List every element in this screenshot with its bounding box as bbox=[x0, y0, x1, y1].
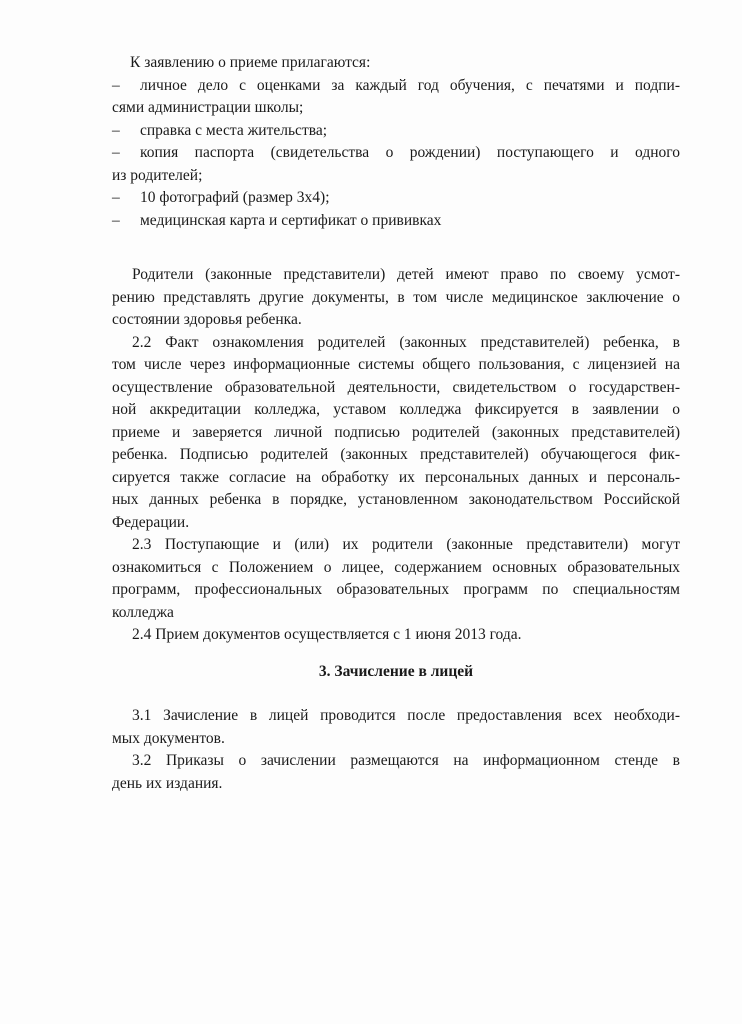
document-body bbox=[112, 52, 680, 795]
para-2-3-line-4: колледжа bbox=[112, 603, 174, 621]
list-dash: – bbox=[112, 189, 120, 206]
para-parents-line-3: состоянии здоровья ребенка. bbox=[112, 311, 302, 328]
attachment-item-1-line-2: сями администрации школы; bbox=[112, 99, 304, 116]
attachment-item-1-line-1: – личное дело с оценками за каждый год обучения, с печатями и подпи- bbox=[112, 75, 680, 98]
attachment-item-5: – медицинская карта и сертификат о прививках bbox=[112, 210, 680, 233]
list-dash: – bbox=[112, 76, 120, 94]
para-2-2-line-3: осуществление образовательной деятельности, свидетельством о государствен- bbox=[112, 378, 680, 396]
spacer bbox=[112, 254, 680, 264]
list-dash: – bbox=[112, 211, 120, 229]
para-2-2-line-6: ребенка. Подписью родителей (законных представителей) обучающегося фик- bbox=[112, 446, 680, 463]
para-2-2-line-8: ных данных ребенка в порядке, установленном законодательством Российской bbox=[112, 491, 680, 508]
para-parents-line-1: Родители (законные представители) детей имеют право по своему усмот- bbox=[132, 266, 680, 283]
spacer bbox=[112, 695, 680, 705]
list-dash: – bbox=[112, 144, 120, 161]
para-3-1-line-1: 3.1 Зачисление в лицей проводится после предоставления всех необходи- bbox=[132, 707, 680, 724]
para-2-2-line-7: сируется также согласие на обработку их персональных данных и персональ- bbox=[112, 468, 680, 486]
para-3-2-line-2: день их издания. bbox=[112, 774, 223, 792]
para-3-2-line-1: 3.2 Приказы о зачислении размещаются на информационном стенде в bbox=[132, 752, 680, 769]
para-2-3-line-1: 2.3 Поступающие и (или) их родители (законные представители) могут bbox=[132, 536, 680, 553]
para-2-2-line-9: Федерации. bbox=[112, 513, 190, 531]
attachments-intro: К заявлению о приеме прилагаются: bbox=[130, 54, 371, 71]
para-2-2-line-2: том числе через информационные системы общего пользования, с лицензией на bbox=[112, 356, 680, 373]
attachment-item-3-line-2: из родителей; bbox=[112, 166, 203, 184]
list-dash: – bbox=[112, 121, 120, 139]
spacer bbox=[112, 232, 680, 254]
para-2-2-line-4: ной аккредитации колледжа, уставом колледжа фиксируется в заявлении о bbox=[112, 401, 680, 418]
section-3-heading: 3. Зачисление в лицей bbox=[318, 662, 474, 680]
para-2-3-line-3: программ, профессиональных образовательных программ по специальностям bbox=[112, 581, 680, 598]
attachment-item-3-line-1: – копия паспорта (свидетельства о рождении) поступающего и одного bbox=[112, 142, 680, 165]
attachment-item-2: – справка с места жительства; bbox=[112, 120, 680, 143]
para-2-2-line-5: приеме и заверяется личной подписью родителей (законных представителей) bbox=[112, 423, 680, 441]
para-2-3-line-2: ознакомиться с Положением о лицее, содержанием основных образовательных bbox=[112, 558, 680, 576]
para-3-1-line-2: мых документов. bbox=[112, 729, 225, 747]
attachment-item-4: – 10 фотографий (размер 3х4); bbox=[112, 187, 680, 210]
para-parents-line-2: рению представлять другие документы, в том числе медицинское заключение о bbox=[112, 288, 680, 306]
para-2-2-line-1: 2.2 Факт ознакомления родителей (законных представителей) ребенка, в bbox=[132, 333, 680, 351]
para-2-4: 2.4 Прием документов осуществляется с 1 июня 2013 года. bbox=[132, 626, 522, 643]
